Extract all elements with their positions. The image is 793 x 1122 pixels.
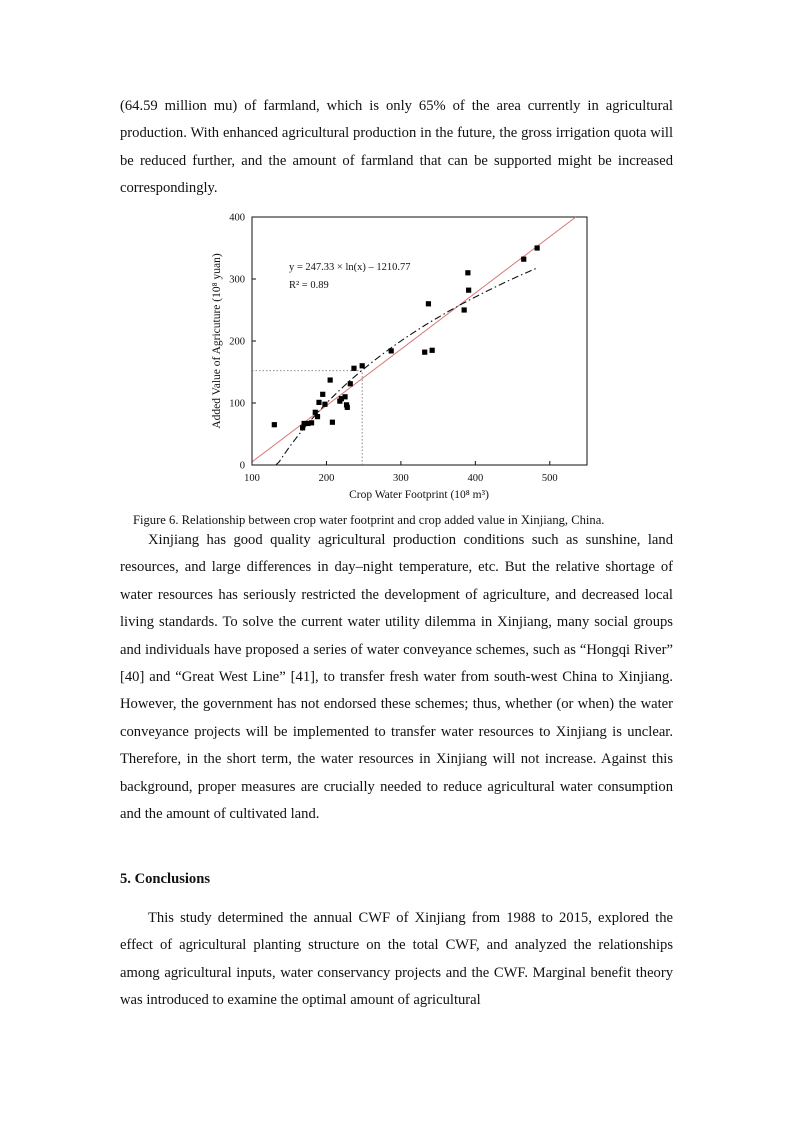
data-point — [422, 350, 427, 355]
data-point — [389, 348, 394, 353]
y-tick-label: 100 — [229, 398, 245, 410]
data-point — [535, 245, 540, 250]
x-tick-label: 400 — [467, 473, 484, 484]
data-points — [272, 245, 540, 430]
x-axis-label: Crop Water Footprint (10⁸ m³) — [349, 489, 489, 501]
data-point — [466, 288, 471, 293]
x-tick-label: 100 — [244, 473, 260, 484]
y-tick-label: 0 — [239, 460, 245, 472]
scatter-chart — [200, 205, 600, 505]
fit-curve — [276, 268, 537, 465]
data-point — [330, 420, 335, 425]
paragraph-conclusions: This study determined the annual CWF of Xinjiang from 1988 to 2015, explored the effect of agricultural planting structure on the total CWF, and analyzed the relationships among agricultural inputs, water conservancy projects and the CWF. Marginal benefit theory was introduced to examine the optimal amount of agricultural — [120, 910, 673, 1009]
data-point — [309, 420, 314, 425]
r2-label: R² = 0.89 — [289, 280, 329, 291]
figure-6 — [200, 205, 600, 505]
data-point — [322, 402, 327, 407]
equation-label: y = 247.33 × ln(x) – 1210.77 — [289, 262, 411, 273]
data-point — [430, 348, 435, 353]
data-point — [462, 307, 467, 312]
paragraph-xinjiang: Xinjiang has good quality agricultural production conditions such as sunshine, land resources, and large differences in day–night temperature, etc. But the relative shortage of water resources has seriously restricted the development of agriculture, and decreased local living standards. To solve the current water utility dilemma in Xinjiang, many social groups and individuals have proposed a series of water conveyance schemes, such as “Hongqi River” [40] and “Great West Line” [41], to transfer fresh water from south-west China to Xinjiang. However, the government has not endorsed these schemes; thus, whether (or when) the water conveyance projects will be implemented to transfer water resources to Xinjiang is unclear. Therefore, in the short term, the water resources in Xinjiang will not increase. Against this background, proper measures are crucially needed to reduce agricultural water consumption and the amount of cultivated land. — [120, 532, 673, 823]
y-tick-label: 300 — [229, 274, 245, 286]
y-tick-label: 400 — [229, 212, 245, 224]
data-point — [328, 377, 333, 382]
data-point — [345, 405, 350, 410]
x-tick-label: 500 — [541, 473, 558, 484]
x-axis-ticks — [244, 461, 558, 484]
data-point — [320, 392, 325, 397]
reference-line — [252, 217, 576, 462]
x-tick-label: 300 — [393, 473, 409, 484]
data-point — [360, 363, 365, 368]
data-point — [465, 270, 470, 275]
section-heading: 5. Conclusions — [120, 871, 211, 887]
data-point — [315, 414, 320, 419]
paragraph-intro: (64.59 million mu) of farmland, which is only 65% of the area currently in agricultural production. With enhanced agricultural production in the future, the gross irrigation quota will be reduced further, and the amount of farmland that can be supported might be increased correspondingly. — [120, 98, 673, 197]
x-tick-label: 200 — [318, 473, 335, 484]
data-point — [521, 257, 526, 262]
data-point — [426, 301, 431, 306]
data-point — [272, 422, 277, 427]
y-axis-label: Added Value of Agricuture (10⁸ yuan) — [211, 253, 223, 429]
data-point — [316, 400, 321, 405]
figure-caption: Figure 6. Relationship between crop water footprint and crop added value in Xinjiang, China. — [133, 513, 605, 527]
data-point — [342, 394, 347, 399]
data-point — [348, 381, 353, 386]
y-tick-label: 200 — [229, 336, 245, 348]
data-point — [351, 366, 356, 371]
